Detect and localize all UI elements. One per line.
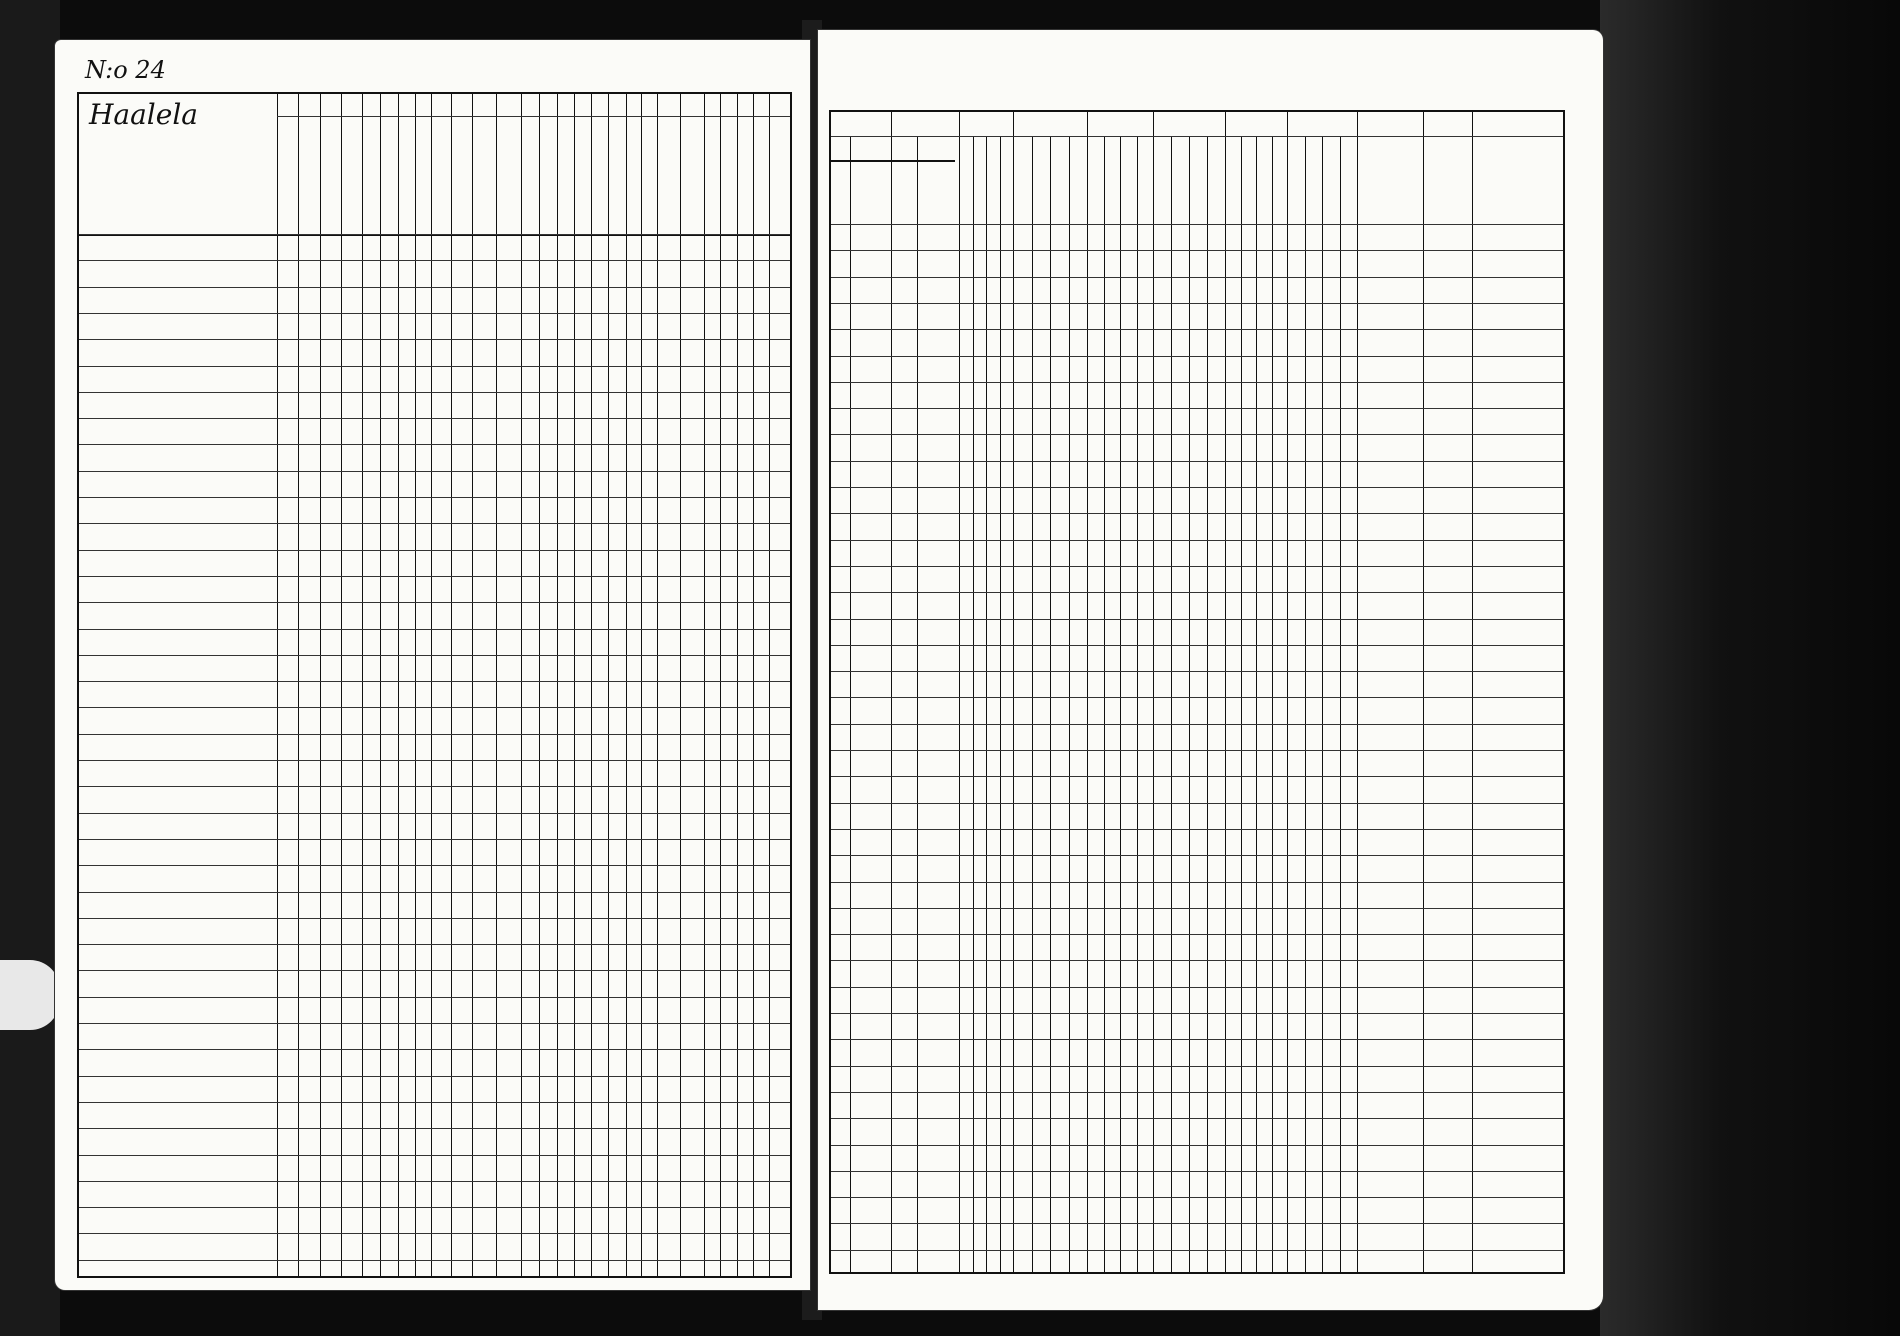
row-line <box>831 908 1563 909</box>
column-line <box>626 94 627 1276</box>
row-line <box>79 1049 790 1050</box>
column-line <box>277 94 278 1276</box>
row-line <box>79 1207 790 1208</box>
place-name: Haalela <box>89 98 198 131</box>
year-sub-line <box>1171 136 1172 1272</box>
row-line <box>831 724 1563 725</box>
row-line <box>79 786 790 787</box>
row-line <box>831 829 1563 830</box>
column-line <box>769 94 770 1276</box>
page-clip <box>0 960 60 1030</box>
row-line <box>79 471 790 472</box>
row-line <box>831 540 1563 541</box>
column-line <box>1013 112 1014 1272</box>
row-line <box>79 576 790 577</box>
row-line <box>831 960 1563 961</box>
year-sub-line <box>1050 136 1051 1272</box>
row-line <box>831 987 1563 988</box>
sub-column-line <box>341 94 342 1276</box>
sub-column-line <box>451 94 452 1276</box>
sub-column-line <box>753 94 754 1276</box>
row-line <box>831 487 1563 488</box>
row-line <box>831 382 1563 383</box>
row-line <box>831 277 1563 278</box>
row-line <box>79 1076 790 1077</box>
sub-column-line <box>850 136 851 1272</box>
row-line <box>79 997 790 998</box>
sub-column-line <box>415 94 416 1276</box>
left-page <box>55 40 810 1290</box>
row-line <box>831 1118 1563 1119</box>
column-line <box>704 94 705 1276</box>
row-line <box>831 855 1563 856</box>
row-line <box>831 671 1563 672</box>
sub-column-line <box>641 94 642 1276</box>
year-sub-line <box>1272 136 1273 1272</box>
row-line <box>79 366 790 367</box>
sub-column-line <box>380 94 381 1276</box>
row-line <box>79 550 790 551</box>
column-line <box>1087 112 1088 1272</box>
sub-column-line <box>298 94 299 1276</box>
row-line <box>79 392 790 393</box>
row-line <box>831 1223 1563 1224</box>
row-line <box>79 1233 790 1234</box>
year-sub-line <box>986 136 987 1272</box>
row-line <box>831 303 1563 304</box>
row-line <box>79 1128 790 1129</box>
row-line <box>831 1250 1563 1251</box>
row-line <box>79 655 790 656</box>
year-sub-line <box>1189 136 1190 1272</box>
row-line <box>831 776 1563 777</box>
column-line <box>398 94 399 1276</box>
row-line <box>831 934 1563 935</box>
column-line <box>1225 112 1226 1272</box>
row-line <box>831 1197 1563 1198</box>
row-line <box>831 1092 1563 1093</box>
row-line <box>831 329 1563 330</box>
book-edge-right <box>1600 0 1900 1336</box>
sub-column-line <box>574 94 575 1276</box>
sub-column-line <box>917 136 918 1272</box>
row-line <box>79 497 790 498</box>
column-line <box>591 94 592 1276</box>
column-line <box>1357 112 1358 1272</box>
column-line <box>320 94 321 1276</box>
row-line <box>831 750 1563 751</box>
row-line <box>79 1155 790 1156</box>
row-line <box>831 592 1563 593</box>
year-sub-line <box>1241 136 1242 1272</box>
column-line <box>362 94 363 1276</box>
row-line <box>79 339 790 340</box>
column-line <box>557 94 558 1276</box>
row-line <box>831 1145 1563 1146</box>
year-sub-line <box>1305 136 1306 1272</box>
row-line <box>79 523 790 524</box>
sub-column-line <box>680 94 681 1276</box>
row-line <box>831 1066 1563 1067</box>
row-line <box>79 892 790 893</box>
row-line <box>79 970 790 971</box>
column-line <box>1472 112 1473 1272</box>
row-line <box>79 287 790 288</box>
right-page <box>818 30 1603 1310</box>
page-number: N:o 24 <box>85 56 166 84</box>
right-register-table <box>829 110 1565 1274</box>
year-sub-line <box>1120 136 1121 1272</box>
row-line <box>79 260 790 261</box>
row-line <box>79 1260 790 1261</box>
row-line <box>79 629 790 630</box>
row-line <box>831 461 1563 462</box>
row-line <box>79 444 790 445</box>
column-line <box>521 94 522 1276</box>
row-line <box>79 1181 790 1182</box>
row-line <box>79 918 790 919</box>
row-line <box>831 250 1563 251</box>
sub-column-line <box>496 94 497 1276</box>
column-line <box>1423 112 1424 1272</box>
year-sub-line <box>1340 136 1341 1272</box>
column-line <box>431 94 432 1276</box>
row-line <box>79 839 790 840</box>
year-sub-line <box>1069 136 1070 1272</box>
row-line <box>831 645 1563 646</box>
year-sub-line <box>1207 136 1208 1272</box>
row-line <box>831 1013 1563 1014</box>
year-sub-line <box>1137 136 1138 1272</box>
row-line <box>79 865 790 866</box>
year-sub-line <box>1104 136 1105 1272</box>
row-line <box>79 1102 790 1103</box>
row-line <box>831 434 1563 435</box>
row-line <box>79 602 790 603</box>
row-line <box>79 813 790 814</box>
row-line <box>831 882 1563 883</box>
row-line <box>79 681 790 682</box>
row-line <box>79 418 790 419</box>
column-line <box>472 94 473 1276</box>
row-line <box>831 803 1563 804</box>
row-line <box>831 513 1563 514</box>
year-sub-line <box>973 136 974 1272</box>
group-header-line <box>277 116 790 117</box>
header-bottom-line <box>831 160 955 162</box>
sub-column-line <box>608 94 609 1276</box>
row-line <box>79 234 790 235</box>
header-line <box>831 136 1563 137</box>
year-sub-line <box>1000 136 1001 1272</box>
year-sub-line <box>1322 136 1323 1272</box>
year-sub-line <box>1256 136 1257 1272</box>
row-line <box>79 313 790 314</box>
column-line <box>1287 112 1288 1272</box>
row-line <box>831 697 1563 698</box>
column-line <box>657 94 658 1276</box>
row-line <box>831 356 1563 357</box>
column-line <box>891 112 892 1272</box>
row-line <box>831 619 1563 620</box>
row-line <box>79 944 790 945</box>
row-line <box>79 734 790 735</box>
year-sub-line <box>1032 136 1033 1272</box>
sub-column-line <box>720 94 721 1276</box>
row-line <box>79 1023 790 1024</box>
row-line <box>79 760 790 761</box>
row-line <box>831 224 1563 225</box>
book-edge-left <box>0 0 60 1336</box>
column-line <box>959 112 960 1272</box>
sub-column-line <box>539 94 540 1276</box>
row-line <box>831 1171 1563 1172</box>
column-line <box>1153 112 1154 1272</box>
row-line <box>831 566 1563 567</box>
left-register-table <box>77 92 792 1278</box>
row-line <box>831 408 1563 409</box>
row-line <box>79 707 790 708</box>
column-line <box>737 94 738 1276</box>
row-line <box>831 1039 1563 1040</box>
